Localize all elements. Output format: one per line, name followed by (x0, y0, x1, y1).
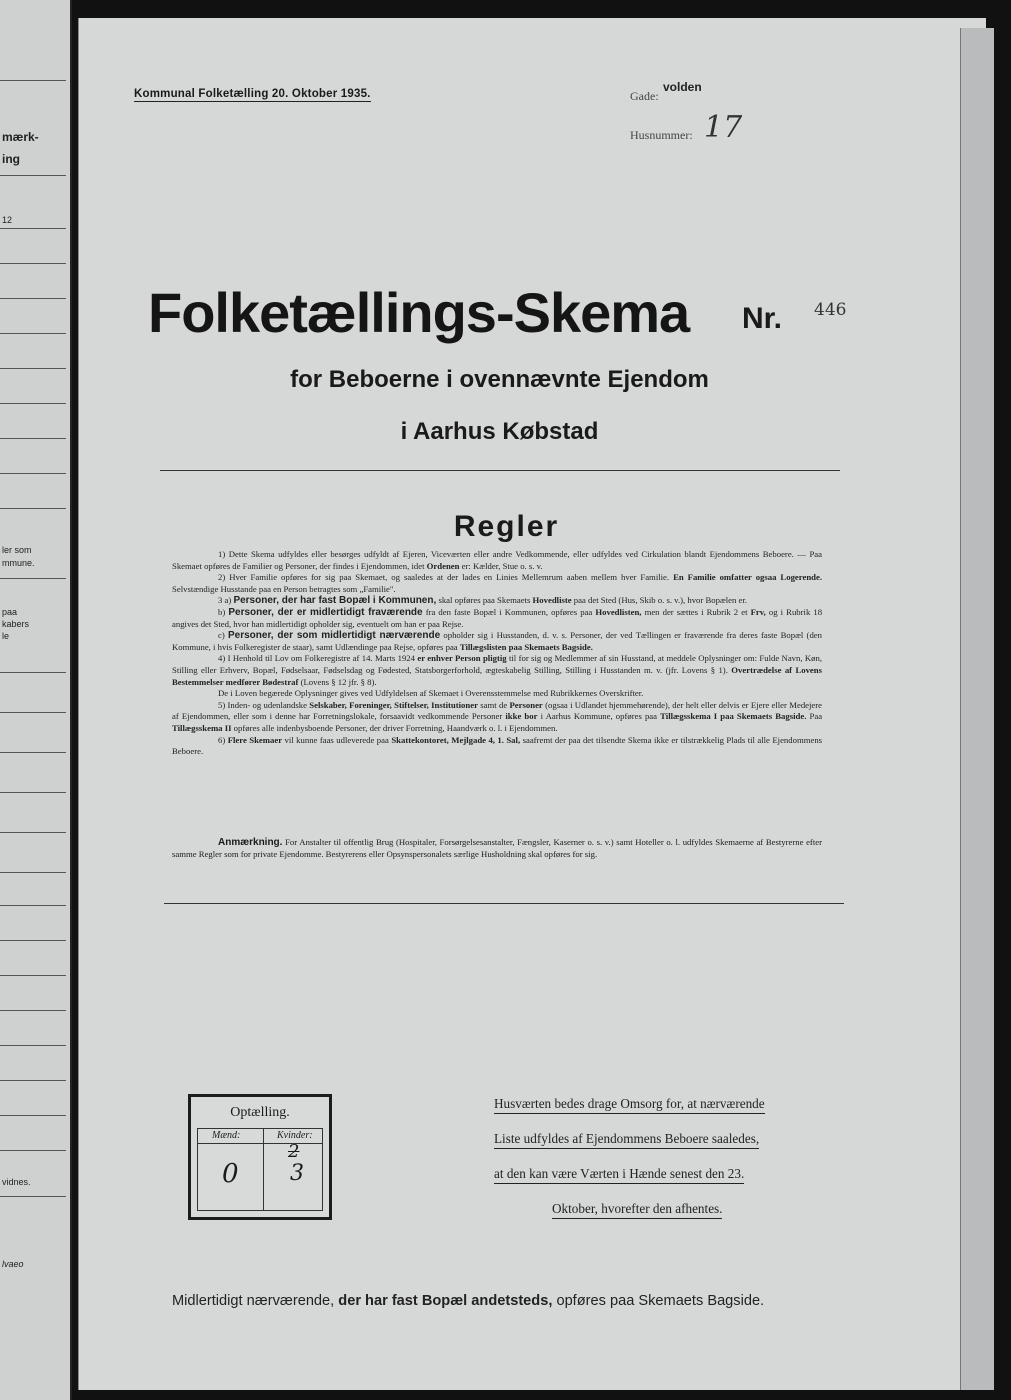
form-subtitle: for Beboerne i ovennævnte Ejendom (290, 366, 709, 393)
left-page-fragment: lvaeo (2, 1259, 24, 1269)
divider (160, 470, 840, 471)
previous-page-strip (0, 0, 72, 1400)
form-title: Folketællings-Skema (148, 281, 690, 344)
left-page-fragment: mærk- (2, 130, 39, 144)
landlord-instruction-line: at den kan være Værten i Hænde senest den 23. (494, 1166, 744, 1184)
left-page-fragment: 12 (2, 215, 13, 225)
kvinder-label: Kvinder: (277, 1130, 313, 1141)
anmaerkning-label: Anmærkning. (218, 837, 283, 848)
rules-heading: Regler (453, 510, 560, 543)
husnummer-value: 17 (704, 110, 743, 145)
form-location: i Aarhus Købstad (400, 418, 599, 445)
maend-label: Mænd: (212, 1130, 241, 1141)
rule-2: 2) Hver Familie opføres for sig paa Skemaet, og saaledes at der lades en Linies Mellemrum aaben mellem hver Familie. En Familie omfatter ogsaa Logerende. Selvstændige Husstande paa en Person betragtes som „Familie". (172, 572, 823, 594)
rule-3c: c) Personer, der som midlertidigt nærværende opholder sig i Husstanden, d. v. s. Personer, der ved Tællingen er fraværende fra deres faste Bopæl (den Kommune, i hvis Folkeregister de staar), samt Udlændinge paa Rejse, opføres paa Tillægslisten paa Skemaets Bagside. (172, 630, 822, 652)
anmaerkning-note (172, 837, 822, 860)
landlord-instruction-line: Oktober, hvorefter den afhentes. (552, 1201, 722, 1219)
rule-6: 6) Flere Skemaer vil kunne faas udleverede paa Skattekontoret, Mejlgade 4, 1. Sal, saafremt der paa det tilsendte Skema ikke er tilstrækkelig Plads til alle Ejendommens Beboere. (172, 734, 823, 757)
count-box-title: Optælling. (230, 1105, 290, 1120)
census-header: Kommunal Folketælling 20. Oktober 1935. (134, 88, 371, 100)
rule-3a: 3 a) Personer, der har fast Bopæl i Kommunen, skal opføres paa Skemaets Hovedliste paa det Sted (Hus, Skib o. s. v.), hvor Bopælen er. (218, 595, 747, 607)
left-page-fragment: mmune. (2, 558, 35, 568)
left-page-fragment: ing (2, 152, 20, 166)
kvinder-count: 3 (290, 1161, 304, 1186)
gade-value: volden (663, 80, 702, 94)
rule-4b: De i Loven begærede Oplysninger gives ved Udfyldelsen af Skemaet i Overensstemmelse med Rubrikkernes Overskrifter. (218, 688, 644, 699)
rule-4: 4) I Henhold til Lov om Folkeregistre af 14. Marts 1924 er enhver Person pligtig til for sig og Medlemmer af sin Husstand, at meddele Oplysninger om: Fulde Navn, Køn, Stilling eller Erhverv, Bopæl, Fødselsaar, Fødselsdag og Fødested, Statsborgerforhold, ægteskabelig Stilling, Stilling i Husstanden m. v. (jfr. Lovens § 1). Overtrædelse af Lovens Bestemmelser medfører Bødestraf (Lovens § 12 jfr. § 8). (172, 653, 823, 687)
count-grid (197, 1128, 323, 1211)
maend-count: 0 (222, 1159, 239, 1189)
left-page-fragment: vidnes. (2, 1177, 31, 1187)
form-number-value: 446 (814, 300, 847, 320)
rule-1: 1) Dette Skema udfyldes eller besørges udfyldt af Ejeren, Viceværten eller andre Vedkommende, eller udfyldes ved Cirkulation blandt Ejendommens Beboere. — Paa Skemaet opføres de Familier og Personer, der findes i Ejendommen, idet Ordenen er: Kælder, Stue o. s. v. (172, 549, 822, 571)
gade-label: Gade: (630, 89, 659, 103)
left-page-fragment: le (2, 631, 10, 641)
rules-body (172, 549, 822, 758)
kvinder-count-struck: 2 (288, 1141, 300, 1162)
left-page-fragment: ler som (2, 545, 32, 555)
landlord-instruction-line: Husværten bedes drage Omsorg for, at nærværende (494, 1096, 765, 1114)
count-box (188, 1094, 332, 1220)
page-edge (960, 28, 994, 1390)
left-page-fragment: paa (2, 607, 18, 617)
divider (164, 903, 844, 904)
left-page-fragment: kabers (2, 619, 30, 629)
husnummer-label: Husnummer: (630, 128, 693, 142)
anmaerkning-text: For Anstalter til offentlig Brug (Hospitaler, Forsørgelsesanstalter, Fængsler, Kaserner o. s. v.) samt Hoteller o. l. udfyldes Skemaerne af Bestyrerne efter samme Regler som for private Ejendomme. Bestyrerens eller Opsynspersonalets særlige Husholdning skal opføres for sig. (172, 837, 822, 859)
rule-3b: b) Personer, der er midlertidigt fraværende fra den faste Bopæl i Kommunen, opføres paa Hovedlisten, men der sættes i Rubrik 2 et Frv, og i Rubrik 18 angives det Sted, hvor han midlertidigt opholder sig, eventuelt om han er paa Rejse. (172, 606, 823, 629)
form-number-label: Nr. (742, 302, 783, 335)
rule-5: 5) Inden- og udenlandske Selskaber, Foreninger, Stiftelser, Institutioner samt de Personer (ogsaa i Udlandet hjemmehørende), der helt eller delvis er Ejere eller Medejere af Ejendommen, eller som i denne har Forretningslokale, forsaavidt vedkommende Personer ikke bor i Aarhus Kommune, opføres paa Tillægsskema I paa Skemaets Bagside. Paa Tillægsskema II opføres alle indenbysboende Personer, der driver Forretning, Haandværk o. l. i Ejendommen. (172, 699, 823, 733)
landlord-instruction-line: Liste udfyldes af Ejendommens Beboere saaledes, (494, 1131, 759, 1149)
footer-note: Midlertidigt nærværende, der har fast Bopæl andetsteds, opføres paa Skemaets Bagside. (172, 1293, 765, 1309)
